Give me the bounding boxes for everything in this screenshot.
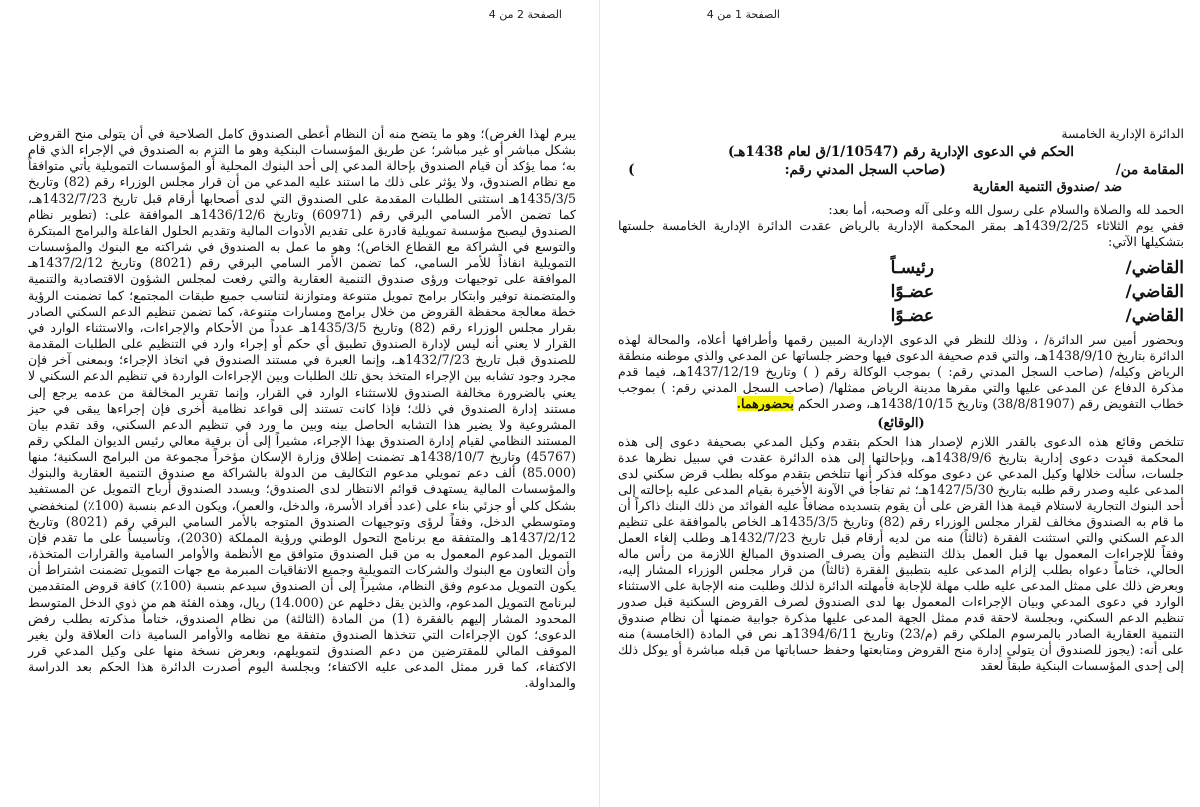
- page-2-body: [28, 126, 576, 691]
- page-number-header: الصفحة 2 من 4: [488, 8, 562, 21]
- defendant-line: ضد /صندوق التنمية العقارية: [972, 180, 1122, 195]
- facts-paragraph: تتلخص وقائع هذه الدعوى بالقدر اللازم لإصدار هذا الحكم بتقدم وكيل المدعي بصحيفة دعوى إلى هذه المحكمة قيدت دعوى إدارية بتاريخ 1438/9/6هـ، وبإحالتها إلى هذه الدائرة عقدت في سبيل نظرها عدة جلسات، سألت خلالها وكيل المدعي عن دعوى موكله فذكر أنها تتلخص بتقدم موكله بطلب قرض سكني لدى المدعى عليه وصدر رقم طلبه بتاريخ 1427/5/30هـ؛ ثم تفاجأ في الآونة الأخيرة بقيام المدعى عليه بإحالته إلى أحد البنوك التجارية لاستلام قيمة هذا القرض على أن يقوم بتسديده مضافاً عليه الفوائد من ذلك البنك ذاكراً أن ما قام به الصندوق مخالف لقرار مجلس الوزراء رقم (82) وتاريخ 1435/3/5هـ الخاص بالموافقة على تنظيم الدعم السكني والتي استثنت الفقرة (ثالثاً) منه من لديه أرقام قبل تاريخ 1432/7/23هـ وطلب إلغاء العمل وفقاً للإجراءات المعمول بها قبل العمل بذلك التنظيم وأن يصرف الصندوق المبالغ اللازمة من رأس ماله الحالي، ختاماً دعواه بطلب إلزام المدعى عليه بتطبيق الفقرة (ثالثاً) من قرار مجلس الوزراء المشار إليه، وبعرض ذلك على ممثل المدعى عليه طلب مهلة للإجابة فأمهلته الدائرة لذلك وطلبت منه الإجابة على الاستثناء الوارد في دعوى المدعي وبيان الإجراءات المعمول بها لدى الصندوق لصرف القروض السكنية قبل صدور تنظيم الدعم السكني، وبجلسة لاحقة قدم ممثل الجهة المدعى عليها مذكرة جوابية ضمنها أن نظام صندوق التنمية العقارية الصادر بالمرسوم الملكي رقم (م/23) وتاريخ 1394/6/11هـ نص في المادة (الخامسة) منه على أنه: (يجوز للصندوق أن يتولى إدارة منح القروض ومتابعتها وحفظ حساباتها من قبله مباشرة أو يوكل ذلك إلى إحدى المؤسسات البنكية طبقاً لعقد: [618, 434, 1184, 673]
- greeting: الحمد لله والصلاة والسلام على رسول الله وعلى آله وصحبه، أما بعد:: [828, 202, 1184, 217]
- judge-title: القاضي/: [1125, 306, 1184, 326]
- plaintiff-role: (صاحب السجل المدني رقم:: [784, 162, 946, 178]
- judge-title: القاضي/: [1125, 258, 1184, 278]
- facts-heading: (الوقائع): [877, 416, 925, 431]
- highlighted-text: بحضورهما.: [736, 396, 794, 411]
- judge-row: [618, 256, 1184, 280]
- department-name: الدائرة الإدارية الخامسة: [1061, 126, 1184, 141]
- plaintiff-line: [618, 162, 1184, 178]
- plaintiff-label: المقامة من/: [1115, 162, 1184, 178]
- judge-row: [618, 304, 1184, 328]
- judge-role: عضـوًا: [890, 282, 934, 302]
- page-1-body: [618, 126, 1184, 674]
- page-number-header: الصفحة 1 من 4: [706, 8, 780, 21]
- judge-title: القاضي/: [1125, 282, 1184, 302]
- ruling-title: الحكم في الدعوى الإدارية رقم (1/10547/ق لعام 1438هـ): [727, 144, 1075, 160]
- attendance-text: وبحضور أمين سر الدائرة/ ، وذلك للنظر في الدعوى الإدارية المبين رقمها وأطرافها أعلاه، والمحالة لهذه الدائرة بتاريخ 1438/9/10هـ، والتي قدم صحيفة الدعوى فيها وحضر جلساتها عن المدعي والذي موطنه منطقة الرياض وكيله/ (صاحب السجل المدني رقم: ) بموجب الوكالة رقم ( ) وتاريخ 1437/12/19هـ، فيما قدم مذكرة الدفاع عن المدعى عليها والتي مقرها مدينة الرياض ممثلها/ (صاحب السجل المدني رقم: ) بموجب خطاب التفويض رقم (38/8/81907) وتاريخ 1438/10/15هـ، وصدر الحكم: [618, 332, 1184, 411]
- attendance-paragraph: [618, 332, 1184, 412]
- session-intro: ففي يوم الثلاثاء 1439/2/25هـ بمقر المحكمة الإدارية بالرياض عقدت الدائرة الإدارية الخامسة جلستها بتشكيلها الآتي:: [618, 218, 1184, 249]
- judges-panel: [618, 256, 1184, 328]
- body-paragraph: يبرم لهذا الغرض)؛ وهو ما يتضح منه أن النظام أعطى الصندوق كامل الصلاحية في أن يتولى منح القروض بشكل مباشر أو غير مباشر؛ عن طريق المؤسسات البنكية وهو ما التزم به الصندوق في الإجراء الذي قام به؛ مما يؤكد أن قيام الصندوق بإحالة المدعي إلى أحد البنوك المحلية أو المؤسسات التمويلية يأتي متوافقاً مع نظام الصندوق، ولا يؤثر على ذلك ما استند عليه المدعي من أن قرار مجلس الوزراء رقم (82) وتاريخ 1435/3/5هـ استثنى الطلبات المقدمة على الصندوق التي لدى أصحابها أرقام قبل تاريخ 1432/7/23هـ، كما تضمن الأمر السامي البرقي رقم (60971) وتاريخ 1436/12/6هـ الموافقة على: (تطوير نظام الصندوق ليصبح مؤسسة تمويلية قادرة على تقديم الأدوات المالية وتقديم الحلول الفاعلة والبرامج المبتكرة والتوسع في الشراكة مع القطاع الخاص)؛ وهو ما عمل به الصندوق في شراكته مع البنوك والمؤسسات التمويلية انفاذاً للأمر السامي، كما تضمن الأمر السامي البرقي رقم (8021) وتاريخ 1437/2/12هـ الموافقة على توجيهات ورؤى صندوق التنمية العقارية والتي رفعت لمجلس الشؤون الاقتصادية والتنمية والمتضمنة توفير وابتكار برامج تمويل متنوعة ومتوازنة لتناسب جميع طبقات المجتمع؛ كما تضمنت الرؤية خطة معالجة محفظة القروض من خلال برامج ومسارات متنوعة، كما تضمن تنظيم الدعم السكني الصادر بقرار مجلس الوزراء رقم (82) وتاريخ 1435/3/5هـ عدداً من الأحكام والإجراءات، والاستثناء الوارد في القرار لا يعني أنه ليس لإدارة الصندوق تطبيق أي حكم أو إجراء وارد في التنظيم على الطلبات المقدمة للصندوق قبل تاريخ 1432/7/23هـ، وإنما العبرة في مستند الصندوق في اتخاذ الإجراء؛ وبمعنى آخر فإن مجرد وجود تشابه بين الإجراء المتخذ بحق تلك الطلبات وبين الإجراءات الواردة في تنظيم الدعم السكني لا يعني بالضرورة مخالفة الصندوق للاستثناء الوارد في القرار، وإنما تقرير المخالفة من عدمه يرجع إلى مستند إدارة الصندوق في ذلك؛ فإذا كانت تستند إلى قواعد نظامية أخرى فإن إجراءها يبقى في حيز المشروعية ولا يضير هذا التشابه الحاصل بينه وبين ما ورد في تنظيم الدعم السكني، وقد تقدم بيان المستند النظامي لقيام إدارة الصندوق بهذا الإجراء، مشيراً إلى أن برقية معالي رئيس الديوان الملكي رقم (45767) وتاريخ 1438/10/7هـ تضمنت إطلاق وزارة الإسكان مؤخراً مجموعة من البرامج السكنية؛ منها (85.000) ألف دعم تمويلي مدعوم التكاليف من الدولة بالشراكة مع صندوق التنمية العقارية والبنوك والمؤسسات المالية يستهدف قوائم الانتظار لدى الصندوق؛ ويسدد الصندوق أرباح التمويل عن المستفيد بشكل كلي أو جزئي بناء على (عدد أفراد الأسرة، والدخل، والعمر)، ويكون الدعم بنسبة (100٪) لمنخفضي ومتوسطي الدخل، وفقاً لرؤى وتوجيهات الصندوق المتوجه بالأمر السامي البرقي رقم (8021) وتاريخ 1437/2/12هـ والمتفقة مع برنامج التحول الوطني ورؤية المملكة (2030)، وتأسيساً على ما تقدم فإن التمويل المدعوم المعمول به من قبل الصندوق متوافق مع الأنظمة والأوامر السامية والقرارات المتخذة، وأن التعاون مع البنوك والشركات التمويلية وجميع الاتفاقيات المبرمة مع جهات التمويل تضمنت اشتراط أن يكون التمويل مدعوم وفق النظام، مشيراً إلى أن الصندوق سيدعم بنسبة (100٪) كافة قروض المتقدمين لبرنامج التمويل المدعوم، والذين يقل دخلهم عن (14.000) ريال، وهذه الفئة هم من ذوي الدخل المتوسط المحدود المشار إليهم بالفقرة (1) من المادة (الثالثة) من نظام الصندوق، ختاماً مذكرته بطلب رفض الدعوى؛ كون الإجراءات التي تتخذها الصندوق متفقة مع نظامه والأوامر السامية ذات العلاقة ولن يغير الموقف المالي للمقترضين من دعم الصندوق لتمويلهم، وبعرض نسخة منها على وكيل المدعي قرر الاكتفاء، كما قرر ممثل المدعى عليه الاكتفاء؛ وبجلسة اليوم أصدرت الدائرة هذا الحكم بعد الدراسة والمداولة.: [28, 126, 577, 691]
- page-1: [600, 0, 1200, 807]
- judge-role: رئيسـاً: [890, 258, 934, 278]
- judge-row: [618, 280, 1184, 304]
- judge-role: عضـوًا: [890, 306, 934, 326]
- plaintiff-close: ): [628, 162, 635, 178]
